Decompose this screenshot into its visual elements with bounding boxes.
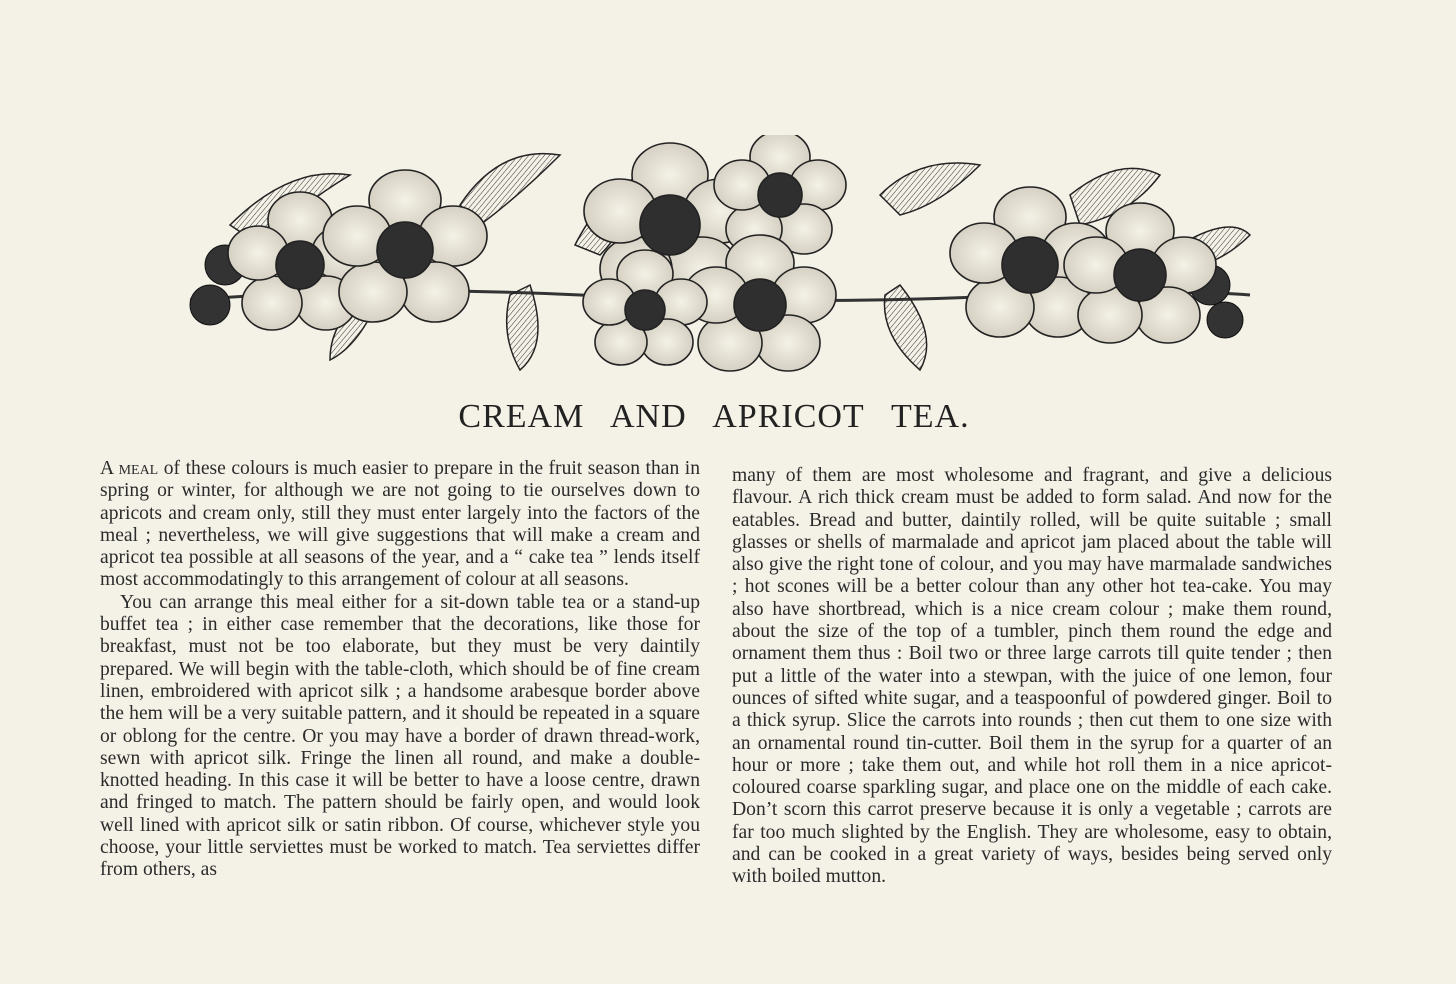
paragraph-2: You can arrange this meal either for a sit-down table tea or a stand-up buffet tea ; in either case remember that the decorations, like those for breakfast, must not be too elaborate, but they must be very daintily prepared. We will begin with the table-cloth, which should be of fine cream linen, embroidered with apricot silk ; a handsome arabesque border above the hem will be a very suitable pattern, and it should be repeated in a square or oblong for the centre. Or you may have a border of drawn thread-work, sewn with apricot silk. Fringe the linen all round, and make a double-knotted heading. In this case it will be better to have a loose centre, drawn and fringed to match. The pattern should be fairly open, and would look well lined with apricot silk or satin ribbon. Of course, whichever style you choose, your little serviettes must be worked to match. Tea serviettes differ from others, as — [100, 591, 700, 881]
left-column — [100, 458, 700, 882]
right-column — [732, 465, 1332, 889]
lead-word: A meal — [100, 458, 159, 479]
paragraph-continued: many of them are most wholesome and fragrant, and give a delicious flavour. A rich thick cream must be added to form salad. And now for the eatables. Bread and butter, daintily rolled, will be quite suitable ; small glasses or shells of marmalade and apricot jam placed about the table will also give the right tone of colour, and you may have marmalade sandwiches ; hot scones will be a better colour than any other hot tea-cake. You may also have shortbread, which is a nice cream colour ; make them round, about the size of the top of a tumbler, pinch them round the edge and ornament them thus : Boil two or three large carrots till quite tender ; then put a little of the water into a stewpan, with the juice of one lemon, four ounces of sifted white sugar, and a teaspoonful of powdered ginger. Boil to a thick syrup. Slice the carrots into rounds ; then cut them to one size with an ornamental round tin-cutter. Boil them in the syrup for a quarter of an hour or more ; take them out, and while hot roll them in a nice apricot-coloured coarse sparkling sugar, and place one on the middle of each cake. Don’t scorn this carrot preserve because it is only a vegetable ; carrots are far too much slighted by the English. They are wholesome, easy to obtain, and can be cooked in a great variety of ways, besides being served only with boiled mutton. — [732, 465, 1332, 888]
paragraph-1 — [100, 458, 700, 592]
floral-garland-icon — [180, 135, 1260, 375]
paragraph-1-text: of these colours is much easier to prepare in the fruit season than in spring or winter, for although we are not going to tie ourselves down to apricots and cream only, still they must enter largely into the factors of the meal ; nevertheless, we will give suggestions that will make a cream and apricot tea possible at all seasons of the year, and a “ cake tea ” lends itself most accommodatingly to this arrangement of colour at all seasons. — [100, 458, 700, 591]
article-title: CREAM AND APRICOT TEA. — [458, 398, 970, 435]
